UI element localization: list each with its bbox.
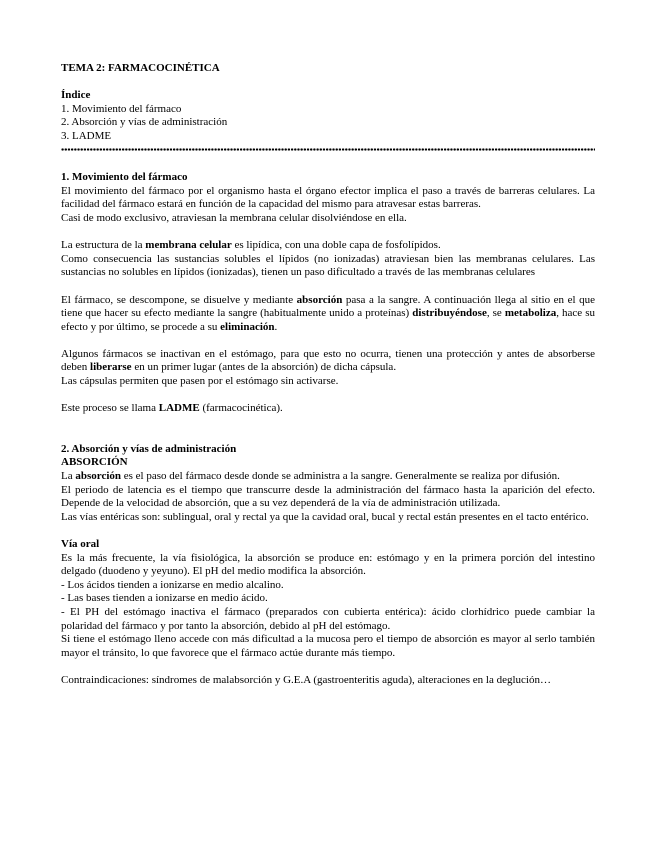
index-item-3: 3. LADME (61, 129, 112, 142)
via-oral-heading: Vía oral (61, 538, 100, 550)
spacer (61, 389, 595, 403)
spacer (61, 524, 595, 538)
s1-paragraph-2: Casi de modo exclusivo, atraviesan la membrana celular disolviéndose en ella. (61, 211, 407, 224)
index-heading: Índice (61, 89, 91, 102)
s2-paragraph-6: Contraindicaciones: síndromes de malabsorción y G.E.A (gastroenteritis aguda), alteraciones en la deglución… (61, 673, 551, 686)
spacer (61, 280, 595, 294)
section-2-subheading: ABSORCIÓN (61, 456, 128, 469)
s2-paragraph-3: Las vías entéricas son: sublingual, oral y rectal ya que la cavidad oral, bucal y rectal están presentes en el tacto entérico. (61, 510, 589, 523)
spacer (61, 416, 595, 443)
s2-paragraph-1: La absorción es el paso del fármaco desde donde se administra a la sangre. Generalmente se realiza por difusión. (61, 470, 560, 483)
s2-paragraph-2: El periodo de latencia es el tiempo que transcurre desde la administración del fármaco hasta la aparición del efecto. Depende de la velocidad de absorción, que a su vez dependerá de la vía de administración utilizada. (61, 483, 595, 510)
s2-paragraph-5: Si tiene el estómago lleno accede con más dificultad a la mucosa pero el tiempo de absorción es mayor al serlo también mayor el tránsito, lo que favorece que el fármaco actúe durante más tiempo. (61, 633, 595, 659)
bullet-item-1: - Los ácidos tienden a ionizarse en medio alcalino. (61, 578, 284, 591)
s1-paragraph-6: Algunos fármacos se inactivan en el estómago, para que esto no ocurra, tienen una protección y antes de absorberse deben liberarse en un primer lugar (antes de la absorción) de dicha cápsula. (61, 347, 595, 374)
s1-paragraph-5: El fármaco, se descompone, se disuelve y mediante absorción pasa a la sangre. A continuación llega al sitio en el que tiene que hacer su efecto mediante la sangre (habitualmente unido a proteínas) distribuyéndose, se metaboliza, hace su efecto y por último, se procede a su eliminación. (61, 293, 596, 333)
spacer (61, 334, 595, 348)
spacer (61, 660, 595, 674)
s1-paragraph-4: Como consecuencia las sustancias solubles el lípidos (no ionizadas) atraviesan bien las membranas celulares. Las sustancias no solubles en lípidos (ionizadas), tienen un paso dificultado a través de las membranas celulares (61, 252, 595, 279)
index-item-2: 2. Absorción y vías de administración (61, 116, 228, 129)
s1-paragraph-8: Este proceso se llama LADME (farmacocinética). (61, 402, 283, 415)
bullet-item-3: - El PH del estómago inactiva el fármaco (preparados con cubierta entérica): ácido clorhídrico puede cambiar la polaridad del fármaco y por tanto la absorción, debido al pH del estómago. (61, 605, 595, 632)
s1-paragraph-3: La estructura de la membrana celular es lipídica, con una doble capa de fosfolípidos. (61, 239, 441, 252)
index-item-1: 1. Movimiento del fármaco (61, 102, 182, 115)
s1-paragraph-7: Las cápsulas permiten que pasen por el estómago sin activarse. (61, 375, 339, 388)
spacer (61, 158, 595, 172)
dotted-divider (61, 147, 595, 152)
section-2-heading: 2. Absorción y vías de administración (61, 442, 237, 455)
section-1-heading: 1. Movimiento del fármaco (61, 171, 188, 184)
bullet-item-2: - Las bases tienden a ionizarse en medio ácido. (61, 592, 268, 605)
s1-paragraph-1: El movimiento del fármaco por el organismo hasta el órgano efector implica el paso a través de barreras celulares. La facilidad del fármaco estará en función de la capacidad del mismo para atravesar estas barreras. (61, 184, 595, 211)
document-title: TEMA 2: FARMACOCINÉTICA (61, 62, 220, 74)
spacer (61, 226, 595, 240)
s2-paragraph-4: Es la más frecuente, la vía fisiológica, la absorción se produce en: estómago y en la primera porción del intestino delgado (duodeno y yeyuno). El pH del medio modifica la absorción. (61, 551, 595, 578)
